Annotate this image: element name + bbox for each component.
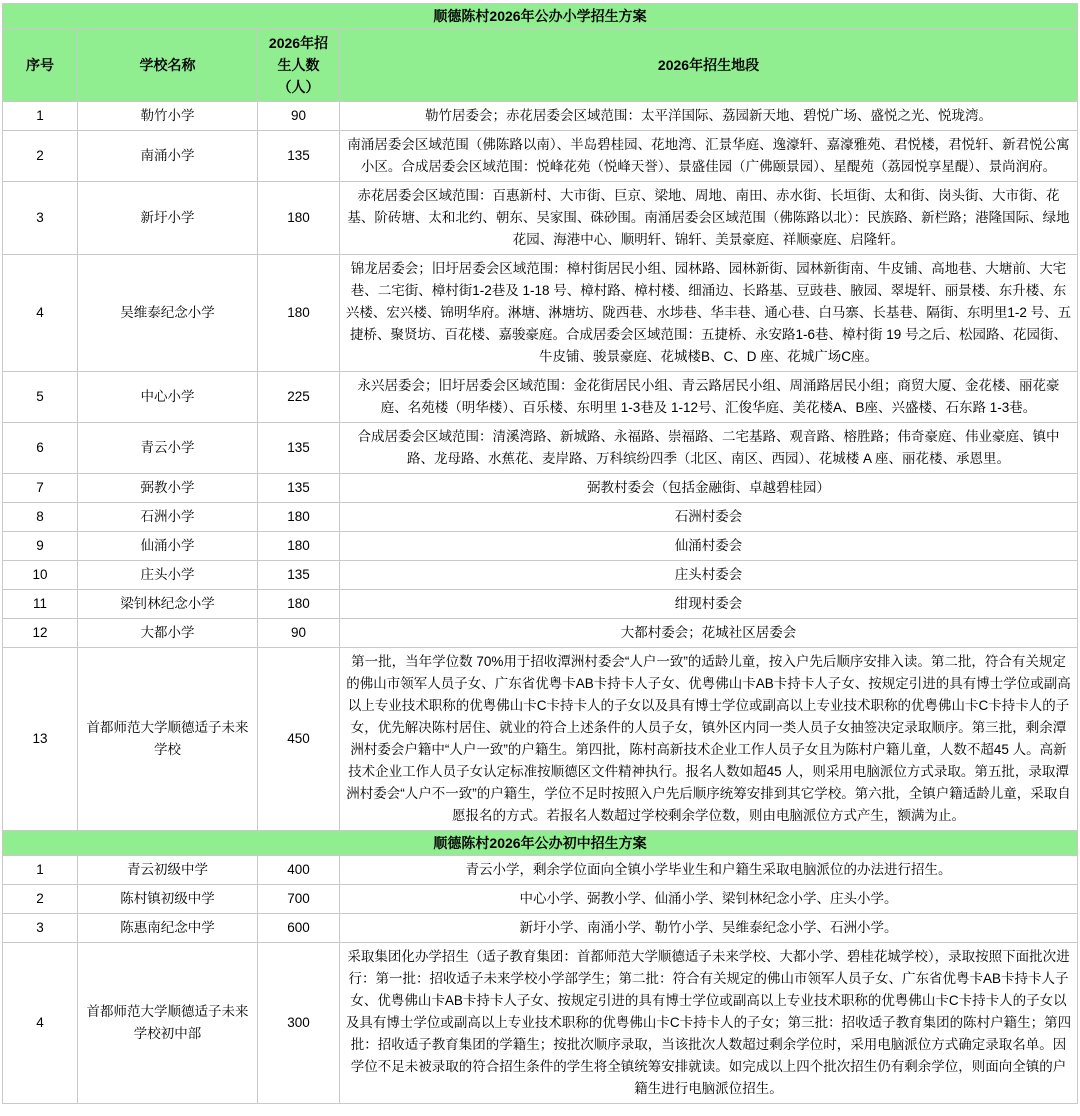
- school-name: 梁钊林纪念小学: [78, 590, 258, 619]
- school-name: 青云初级中学: [78, 856, 258, 885]
- enrollment-zone: 第一批，当年学位数 70%用于招收潭洲村委会“人户一致”的适龄儿童，按入户先后顺序安排入读。第二批，符合有关规定的佛山市领军人员子女、广东省优粤卡AB卡持卡人子女、优粤佛山卡AB卡持卡人子女、按规定引进的具有博士学位或副高以上专业技术职称的优粤佛山卡C卡持卡人的子女以及具有博士学位或副高以上专业技术职称的优粤佛山卡C卡持卡人的子女，优先解决陈村居住、就业的符合上述条件的人员子女，镇外区内同一类人员子女抽签决定录取顺序。第三批，剩余潭洲村委会户籍中“人户一致”的户籍生。第四批，陈村高新技术企业工作人员子女且为陈村户籍儿童，人数不超45 人。高新技术企业工作人员子女认定标准按顺德区文件精神执行。报名人数如超45 人，则采用电脑派位方式录取。第五批，录取潭洲村委会“人户不一致”的户籍生，学位不足时按照入户先后顺序统筹安排到其它学校。第六批，全镇户籍适龄儿童，采取自愿报名的方式。若报名人数超过学校剩余学位数，则由电脑派位方式产生，额满为止。: [340, 648, 1078, 831]
- section-title: 顺德陈村2026年公办小学招生方案: [3, 4, 1078, 29]
- row-number: 2: [3, 131, 78, 182]
- enrollment-quota: 90: [258, 619, 340, 648]
- table-row: [3, 131, 1078, 182]
- table-row: [3, 182, 1078, 255]
- enrollment-quota: 180: [258, 503, 340, 532]
- enrollment-zone: 勒竹居委会；赤花居委会区域范围：太平洋国际、荔园新天地、碧悦广场、盛悦之光、悦珑湾。: [340, 102, 1078, 131]
- table-row: [3, 648, 1078, 831]
- table-row: [3, 503, 1078, 532]
- enrollment-quota: 400: [258, 856, 340, 885]
- school-name: 仙涌小学: [78, 532, 258, 561]
- school-name: 青云小学: [78, 423, 258, 474]
- row-number: 5: [3, 372, 78, 423]
- enrollment-quota: 135: [258, 561, 340, 590]
- enrollment-zone: 弼教村委会（包括金融街、卓越碧桂园）: [340, 474, 1078, 503]
- row-number: 6: [3, 423, 78, 474]
- row-number: 10: [3, 561, 78, 590]
- table-row: [3, 255, 1078, 372]
- school-name: 中心小学: [78, 372, 258, 423]
- enrollment-quota: 700: [258, 885, 340, 914]
- enrollment-zone: 绀现村委会: [340, 590, 1078, 619]
- enrollment-zone: 庄头村委会: [340, 561, 1078, 590]
- enrollment-quota: 90: [258, 102, 340, 131]
- school-name: 陈惠南纪念中学: [78, 914, 258, 943]
- column-header-row: [3, 29, 1078, 102]
- enrollment-quota: 180: [258, 532, 340, 561]
- row-number: 4: [3, 255, 78, 372]
- school-name: 弼教小学: [78, 474, 258, 503]
- enrollment-zone: 石洲村委会: [340, 503, 1078, 532]
- enrollment-zone: 仙涌村委会: [340, 532, 1078, 561]
- section-title: 顺德陈村2026年公办初中招生方案: [3, 831, 1078, 856]
- table-row: [3, 561, 1078, 590]
- column-header: 2026年招生人数（人）: [258, 29, 340, 102]
- enrollment-quota: 300: [258, 943, 340, 1104]
- row-number: 8: [3, 503, 78, 532]
- enrollment-quota: 225: [258, 372, 340, 423]
- row-number: 4: [3, 943, 78, 1104]
- table-row: [3, 372, 1078, 423]
- school-name: 南涌小学: [78, 131, 258, 182]
- table-row: [3, 102, 1078, 131]
- table-row: [3, 423, 1078, 474]
- school-name: 庄头小学: [78, 561, 258, 590]
- enrollment-quota: 180: [258, 590, 340, 619]
- row-number: 9: [3, 532, 78, 561]
- school-name: 勒竹小学: [78, 102, 258, 131]
- row-number: 1: [3, 102, 78, 131]
- enrollment-zone: 新圩小学、南涌小学、勒竹小学、吴维泰纪念小学、石洲小学。: [340, 914, 1078, 943]
- school-name: 大都小学: [78, 619, 258, 648]
- enrollment-zone: 合成居委会区域范围：清溪湾路、新城路、永福路、崇福路、二宅基路、观音路、榕胜路；伟奇豪庭、伟业豪庭、镇中路、龙母路、水蕉花、麦岸路、万科缤纷四季（北区、南区、西园）、花城楼 A 座、丽花楼、承恩里。: [340, 423, 1078, 474]
- row-number: 3: [3, 182, 78, 255]
- enrollment-quota: 180: [258, 182, 340, 255]
- enrollment-zone: 永兴居委会；旧圩居委会区域范围：金花街居民小组、青云路居民小组、周涌路居民小组；商贸大厦、金花楼、丽花豪庭、名苑楼（明华楼）、百乐楼、东明里 1-3巷及 1-12号、汇俊华庭、美花楼A、B座、兴盛楼、石东路 1-3巷。: [340, 372, 1078, 423]
- column-header: 序号: [3, 29, 78, 102]
- enrollment-zone: 南涌居委会区域范围（佛陈路以南）、半岛碧桂园、花地湾、汇景华庭、逸濠轩、嘉濠雅苑、君悦楼，君悦轩、新君悦公寓小区。合成居委会区域范围：悦峰花苑（悦峰天誉）、景盛佳园（广佛颐景园）、星醍苑（荔园悦享星醍）、景尚润府。: [340, 131, 1078, 182]
- table-row: [3, 619, 1078, 648]
- school-name: 吴维泰纪念小学: [78, 255, 258, 372]
- row-number: 11: [3, 590, 78, 619]
- enrollment-zone: 大都村委会；花城社区居委会: [340, 619, 1078, 648]
- row-number: 2: [3, 885, 78, 914]
- table-row: [3, 532, 1078, 561]
- table-row: [3, 590, 1078, 619]
- enrollment-quota: 180: [258, 255, 340, 372]
- admission-plan-table: [2, 3, 1078, 1104]
- school-name: 陈村镇初级中学: [78, 885, 258, 914]
- enrollment-zone: 赤花居委会区域范围：百惠新村、大市街、巨京、梁地、周地、南田、赤水街、长垣街、太和街、岗头街、大市街、花基、阶砖塘、太和北约、朝东、吴家围、硃砂围。南涌居委会区域范围（佛陈路以北）：民族路、新栏路；港隆国际、绿地花园、海港中心、顺明轩、锦轩、美景豪庭、祥顺豪庭、启隆轩。: [340, 182, 1078, 255]
- admission-table-body: [3, 4, 1078, 1104]
- section-title-row: [3, 4, 1078, 29]
- enrollment-zone: 中心小学、弼教小学、仙涌小学、梁钊林纪念小学、庄头小学。: [340, 885, 1078, 914]
- enrollment-zone: 采取集团化办学招生（适子教育集团：首都师范大学顺德适子未来学校、大都小学、碧桂花城学校），录取按照下面批次进行：第一批：招收适子未来学校小学部学生；第二批：符合有关规定的佛山市领军人员子女、广东省优粤卡AB卡持卡人子女、优粤佛山卡AB卡持卡人子女、按规定引进的具有博士学位或副高以上专业技术职称的优粤佛山卡C卡持卡人的子女以及具有博士学位或副高以上专业技术职称的优粤佛山卡C卡持卡人的子女；第三批：招收适子教育集团的陈村户籍生；第四批：招收适子教育集团的学籍生；按批次顺序录取，当该批次人数超过剩余学位时，采用电脑派位方式确定录取名单。因学位不足未被录取的符合招生条件的学生将全镇统筹安排就读。如完成以上四个批次招生仍有剩余学位，则面向全镇的户籍生进行电脑派位招生。: [340, 943, 1078, 1104]
- table-row: [3, 474, 1078, 503]
- enrollment-quota: 600: [258, 914, 340, 943]
- row-number: 12: [3, 619, 78, 648]
- row-number: 13: [3, 648, 78, 831]
- table-row: [3, 943, 1078, 1104]
- row-number: 7: [3, 474, 78, 503]
- enrollment-quota: 135: [258, 423, 340, 474]
- section-title-row: [3, 831, 1078, 856]
- column-header: 学校名称: [78, 29, 258, 102]
- table-row: [3, 885, 1078, 914]
- school-name: 首都师范大学顺德适子未来学校初中部: [78, 943, 258, 1104]
- table-row: [3, 856, 1078, 885]
- column-header: 2026年招生地段: [340, 29, 1078, 102]
- enrollment-quota: 450: [258, 648, 340, 831]
- enrollment-zone: 锦龙居委会；旧圩居委会区域范围：樟村街居民小组、园林路、园林新街、园林新街南、牛皮铺、高地巷、大塘前、大宅巷、二宅街、樟村街1-2巷及 1-18 号、樟村路、樟村楼、细涌边、长路基、豆豉巷、腋园、翠堤轩、丽景楼、东升楼、东兴楼、宏兴楼、锦明华府。淋塘、淋塘坊、陇西巷、水埗巷、华丰巷、通心巷、白马寨、长基巷、隔街、东明里1-2 号、五捷桥、聚贤坊、百花楼、嘉骏豪庭。合成居委会区域范围：五捷桥、永安路1-6巷、樟村街 19 号之后、松园路、花园街、牛皮铺、骏景豪庭、花城楼B、C、D 座、花城广场C座。: [340, 255, 1078, 372]
- enrollment-zone: 青云小学，剩余学位面向全镇小学毕业生和户籍生采取电脑派位的办法进行招生。: [340, 856, 1078, 885]
- school-name: 新圩小学: [78, 182, 258, 255]
- row-number: 1: [3, 856, 78, 885]
- enrollment-quota: 135: [258, 131, 340, 182]
- row-number: 3: [3, 914, 78, 943]
- school-name: 石洲小学: [78, 503, 258, 532]
- school-name: 首都师范大学顺德适子未来学校: [78, 648, 258, 831]
- enrollment-quota: 135: [258, 474, 340, 503]
- table-row: [3, 914, 1078, 943]
